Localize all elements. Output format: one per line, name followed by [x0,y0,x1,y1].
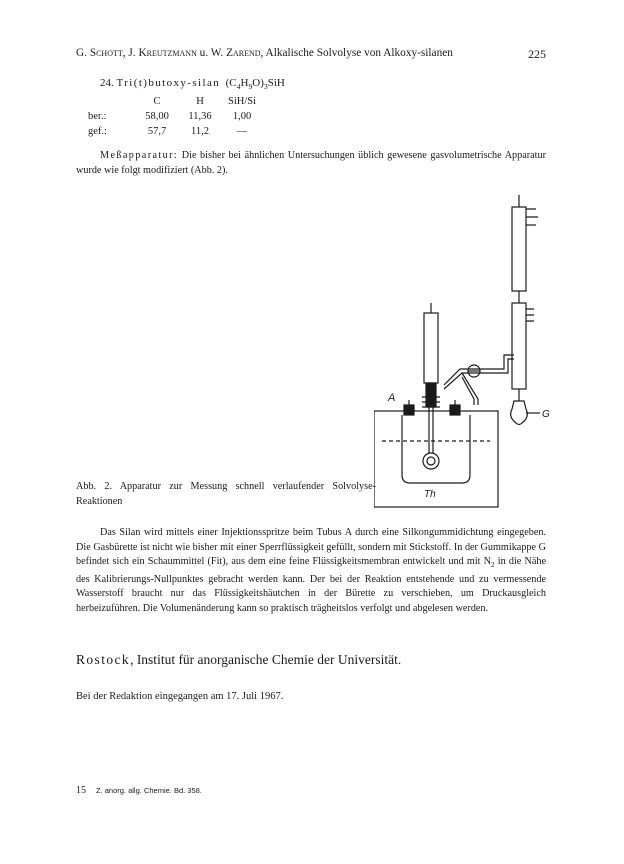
analysis-header-row [88,94,264,109]
received-note: Bei der Redaktion eingegangen am 17. Juli 1967. [76,691,284,702]
compound-name: Tri(t)butoxy-silan [116,77,221,89]
header-authors: G. Schott, J. Kreutzmann u. W. Zarend [76,47,261,59]
tubus-a [404,405,414,415]
label-a: A [388,392,396,404]
burette-lower [512,303,526,389]
rubber-cap-g [511,401,528,425]
figure-caption: Abb. 2. Apparatur zur Messung schnell verlaufender Solvolyse-Reaktionen [76,481,376,507]
reaction-vessel [402,415,470,483]
institution-city: Rostock [76,652,131,667]
compound-formula: $(C_4H_9O)_3SiH$ [225,77,285,92]
tubus-right [450,405,460,415]
page-number: 225 [528,47,546,61]
analysis-table [88,94,264,139]
label-th: Th [424,489,436,500]
paragraph-lead: Meßapparatur: [100,150,179,161]
stirrer-bulb [423,453,439,469]
journal-ref: Z. anorg. allg. Chemie. Bd. 358. [96,786,202,795]
institution-line: Rostock, Institut für anorganische Chemie der Universität. [76,652,402,667]
table-row: gef.: 57,7 11,2 — [88,126,248,137]
col-c: C [153,96,161,107]
burette-upper [512,207,526,291]
label-g: G [542,409,550,420]
col-h: H [196,96,204,107]
thermostat-bath [374,411,498,507]
apparatus-diagram [374,195,556,511]
compound-number: 24. [100,77,114,89]
col-sih: SiH/Si [227,96,256,107]
footer [76,785,202,796]
header-title: , Alkalische Solvolyse von Alkoxy-silanen [260,47,453,59]
paragraph-procedure: Das Silan wird mittels einer Injektionsspritze beim Tubus A durch eine Silkongummidichtung eingegeben. Die Gasbürette ist nicht wie bisher mit einer Sperrflüssigkeit gefüllt, sondern mit Stickstoff. In der Gummikappe G befindet sich ein Schaummittel (Fit), aus dem eine feine Flüssigkeitsmembran entwickelt und mit $N_2$ in die Nähe des Kalibrierungs-Nullpunktes gebracht werden kann. Der bei der Reaktion entstehende und zu vermessende Wasserstoff braucht nur das Flüssigkeitshäutchen in der Bürette zu verschieben, um Druckausgleich herbeizuführen. Die Volumenänderung kann so praktisch trägheitslos verfolgt und abgelesen werden. [76,527,546,614]
paragraph-apparatus: Meßapparatur: Die bisher bei ähnlichen Untersuchungen üblich gewesene gasvolumetrische Apparatur wurde wie folgt modifiziert (Abb. 2). [76,150,546,176]
running-header [76,47,546,59]
compound-heading [100,77,285,91]
signature-mark: 15 [76,785,86,796]
central-tube [424,313,438,383]
table-row: ber.: 58,00 11,36 1,00 [88,111,252,122]
